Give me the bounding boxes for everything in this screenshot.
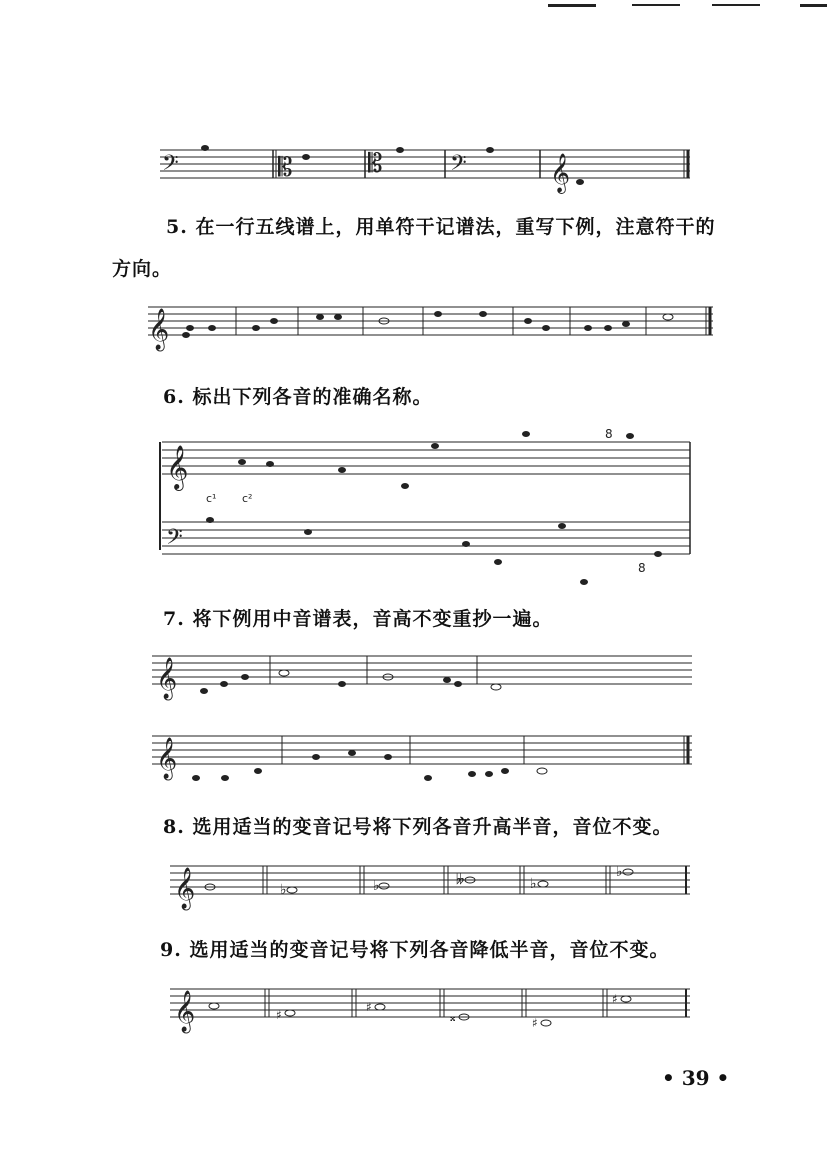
note [254, 768, 262, 774]
bass-clef-icon: 𝄢 [166, 525, 183, 555]
ottava-mark-bottom: 8 [638, 561, 646, 575]
note [238, 459, 246, 465]
treble-staff-lines [162, 442, 690, 474]
question-text: 标出下列各音的准确名称。 [192, 386, 433, 408]
bass-clef-icon: 𝄢 [450, 151, 467, 181]
note [285, 1010, 295, 1016]
note [580, 579, 588, 585]
note [312, 754, 320, 760]
note [384, 754, 392, 760]
note [501, 768, 509, 774]
treble-clef-icon: 𝄞 [174, 868, 196, 909]
note [241, 674, 249, 680]
grand-staff-q6 [150, 420, 700, 590]
staff-lines [148, 307, 713, 335]
question-text: 在一行五线谱上，用单符干记谱法，重写下例，注意符干的 [195, 216, 716, 238]
note [208, 325, 216, 331]
question-5 [166, 212, 715, 242]
bass-staff-lines [162, 522, 690, 554]
note [192, 775, 200, 781]
sharp-icon: ♯ [366, 1000, 372, 1014]
double-sharp-icon: 𝄪 [450, 1010, 456, 1024]
tenor-clef-icon: 𝄡 [368, 149, 383, 179]
note [462, 541, 470, 547]
note [621, 996, 631, 1002]
treble-clef-icon: 𝄞 [550, 153, 571, 193]
alto-clef-icon: 𝄡 [278, 153, 293, 183]
note [270, 318, 278, 324]
question-8 [163, 812, 672, 842]
question-number: 7. [163, 608, 185, 630]
question-7 [163, 604, 552, 634]
note [348, 750, 356, 756]
note [279, 670, 289, 676]
note [468, 771, 476, 777]
note [486, 147, 494, 153]
note [623, 869, 633, 875]
note [182, 332, 190, 338]
note [424, 775, 432, 781]
treble-clef-icon: 𝄞 [156, 658, 178, 699]
staff-q8 [170, 852, 695, 912]
note [538, 881, 548, 887]
note [200, 688, 208, 694]
sharp-icon: ♯ [532, 1016, 538, 1030]
note [431, 443, 439, 449]
page-number: • 39 • [662, 1066, 730, 1090]
top-rule-1 [548, 4, 596, 7]
note [542, 325, 550, 331]
question-number: 6. [163, 386, 185, 408]
note [491, 684, 501, 690]
flat-icon: ♭ [280, 882, 287, 898]
note [252, 325, 260, 331]
note [479, 311, 487, 317]
label-c1: c¹ [206, 492, 217, 505]
treble-clef-icon: 𝄞 [156, 738, 178, 779]
staff-q7-line2 [152, 722, 697, 782]
note [522, 431, 530, 437]
note [304, 529, 312, 535]
question-6 [163, 382, 432, 412]
sharp-icon: ♯ [612, 992, 618, 1006]
note [537, 768, 547, 774]
note [266, 461, 274, 467]
top-rule-4 [800, 4, 827, 7]
note [375, 1004, 385, 1010]
top-rule-2 [632, 4, 680, 6]
note [584, 325, 592, 331]
note [334, 314, 342, 320]
note [379, 883, 389, 889]
staff-lines [170, 866, 690, 894]
note [494, 559, 502, 565]
flat-icon: ♭ [616, 864, 623, 880]
note [485, 771, 493, 777]
note [396, 147, 404, 153]
label-c2: c² [242, 492, 253, 505]
note [220, 681, 228, 687]
note [622, 321, 630, 327]
note [206, 517, 214, 523]
note [221, 775, 229, 781]
staff-q7-line1 [152, 642, 697, 702]
staff-clefs-exercise [160, 140, 700, 193]
question-number: 9. [160, 939, 182, 961]
note [338, 681, 346, 687]
staff-q5 [148, 295, 718, 355]
note [604, 325, 612, 331]
note [576, 179, 584, 185]
top-rule-3 [712, 4, 760, 6]
note [316, 314, 324, 320]
question-number: 5. [166, 216, 188, 238]
note [626, 433, 634, 439]
flat-icon: ♭ [530, 876, 537, 892]
note [454, 681, 462, 687]
treble-clef-icon: 𝄞 [174, 991, 196, 1032]
note [524, 318, 532, 324]
treble-clef-icon: 𝄞 [166, 445, 189, 489]
question-text: 选用适当的变音记号将下列各音降低半音，音位不变。 [189, 939, 670, 961]
note [209, 1003, 219, 1009]
question-text: 将下例用中音谱表，音高不变重抄一遍。 [192, 608, 553, 630]
question-9 [160, 935, 669, 965]
question-text: 选用适当的变音记号将下列各音升高半音，音位不变。 [192, 816, 673, 838]
note [401, 483, 409, 489]
note [558, 523, 566, 529]
note [287, 887, 297, 893]
note [541, 1020, 551, 1026]
staff-q9 [170, 975, 695, 1035]
note [434, 311, 442, 317]
question-number: 8. [163, 816, 185, 838]
note [302, 154, 310, 160]
note [186, 325, 194, 331]
note [338, 467, 346, 473]
note [201, 145, 209, 151]
question-5-continuation: 方向。 [112, 258, 173, 280]
staff-lines [160, 150, 690, 178]
bass-clef-icon: 𝄢 [162, 151, 179, 181]
flat-icon: ♭ [373, 878, 380, 894]
double-flat-icon: 𝄫 [456, 872, 465, 888]
treble-clef-icon: 𝄞 [148, 309, 170, 350]
note [663, 314, 673, 320]
ottava-mark-top: 8 [605, 427, 613, 441]
note [443, 677, 451, 683]
sharp-icon: ♯ [276, 1008, 282, 1022]
staff-lines [152, 736, 692, 764]
note [654, 551, 662, 557]
staff-lines [152, 656, 692, 684]
